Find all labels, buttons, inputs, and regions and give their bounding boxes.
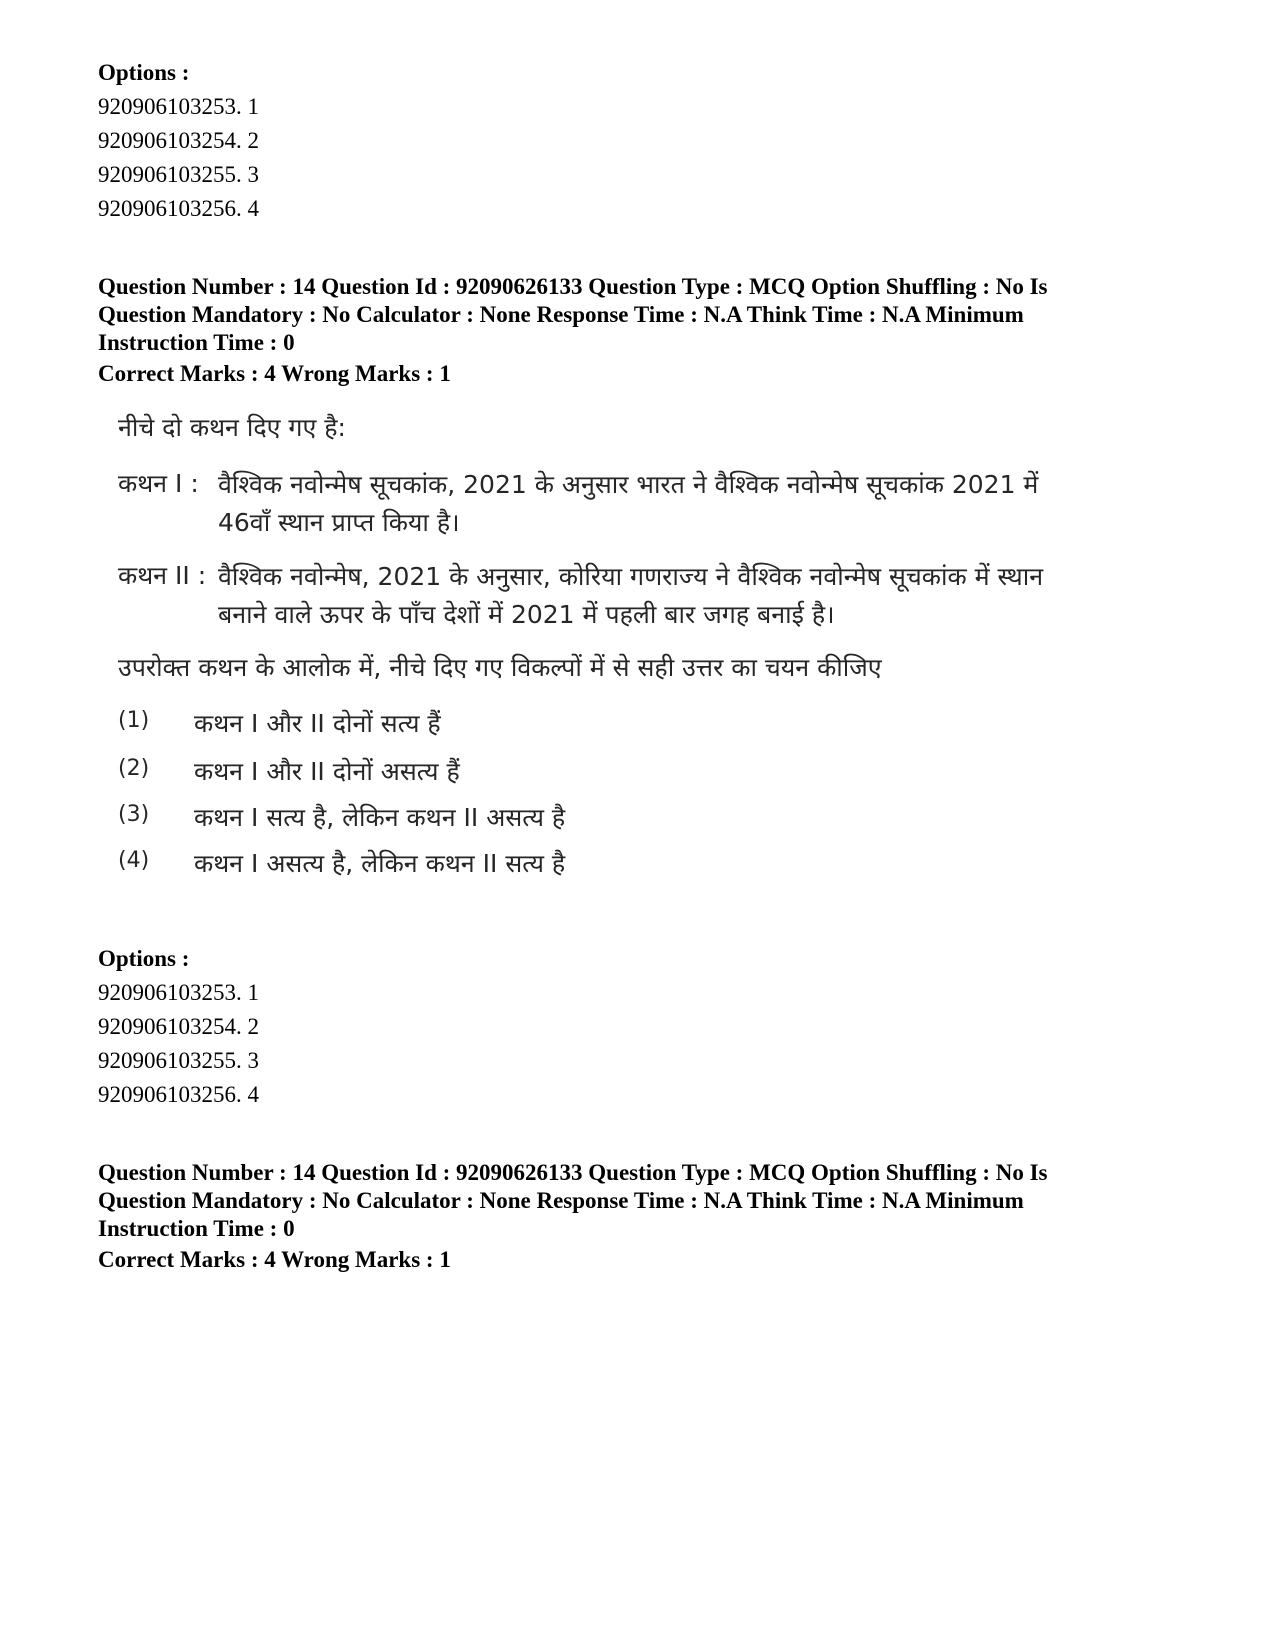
marks-line: Correct Marks : 4 Wrong Marks : 1	[98, 1247, 451, 1272]
question-meta-line: Question Mandatory : No Calculator : None Response Time : N.A Think Time : N.A Minimum	[98, 302, 1024, 327]
choice-text: कथन I असत्य है, लेकिन कथन II सत्य है	[194, 849, 566, 878]
question-meta	[98, 1159, 1178, 1243]
choice-number: (2)	[118, 756, 150, 781]
option-item: 920906103256. 4	[98, 1082, 259, 1107]
option-item: 920906103253. 1	[98, 980, 259, 1005]
statement-1-line: 46वाँ स्थान प्राप्त किया है।	[218, 508, 460, 537]
statement-1-label: कथन I :	[118, 469, 199, 498]
statement-1-text	[218, 466, 1058, 542]
options-block	[98, 942, 259, 1112]
statement-2-label: कथन II :	[118, 561, 207, 590]
statement-1-line: वैश्विक नवोन्मेष सूचकांक, 2021 के अनुसार भारत ने वैश्विक नवोन्मेष सूचकांक 2021 में	[218, 470, 1039, 499]
marks-line: Correct Marks : 4 Wrong Marks : 1	[98, 361, 451, 386]
question-meta-line: Instruction Time : 0	[98, 1216, 295, 1241]
question-meta-line: Question Mandatory : No Calculator : None Response Time : N.A Think Time : N.A Minimum	[98, 1188, 1024, 1213]
option-item: 920906103254. 2	[98, 1014, 259, 1039]
option-item: 920906103255. 3	[98, 1048, 259, 1073]
option-item: 920906103254. 2	[98, 128, 259, 153]
statement-2-line: बनाने वाले ऊपर के पाँच देशों में 2021 में पहली बार जगह बनाई है।	[218, 600, 835, 629]
statement-2-text	[218, 558, 1058, 634]
option-item: 920906103256. 4	[98, 196, 259, 221]
option-item: 920906103255. 3	[98, 162, 259, 187]
question-intro: नीचे दो कथन दिए गए है:	[118, 413, 346, 442]
question-ask: उपरोक्त कथन के आलोक में, नीचे दिए गए विकल्पों में से सही उत्तर का चयन कीजिए	[118, 653, 882, 682]
question-meta	[98, 273, 1178, 357]
statement-2-line: वैश्विक नवोन्मेष, 2021 के अनुसार, कोरिया गणराज्य ने वैश्विक नवोन्मेष सूचकांक में स्थान	[218, 562, 1044, 591]
choice-text: कथन I और II दोनों असत्य हैं	[194, 757, 460, 786]
choice-number: (1)	[118, 708, 150, 733]
choice-text: कथन I और II दोनों सत्य हैं	[194, 709, 441, 738]
choice-number: (4)	[118, 848, 150, 873]
choice-number: (3)	[118, 802, 150, 827]
choice-text: कथन I सत्य है, लेकिन कथन II असत्य है	[194, 803, 566, 832]
question-meta-line: Question Number : 14 Question Id : 92090626133 Question Type : MCQ Option Shuffling : No Is	[98, 274, 1048, 299]
question-meta-line: Instruction Time : 0	[98, 330, 295, 355]
options-block	[98, 56, 259, 226]
question-meta-line: Question Number : 14 Question Id : 92090626133 Question Type : MCQ Option Shuffling : No Is	[98, 1160, 1048, 1185]
option-item: 920906103253. 1	[98, 94, 259, 119]
options-heading: Options :	[98, 946, 190, 971]
options-heading: Options :	[98, 60, 190, 85]
